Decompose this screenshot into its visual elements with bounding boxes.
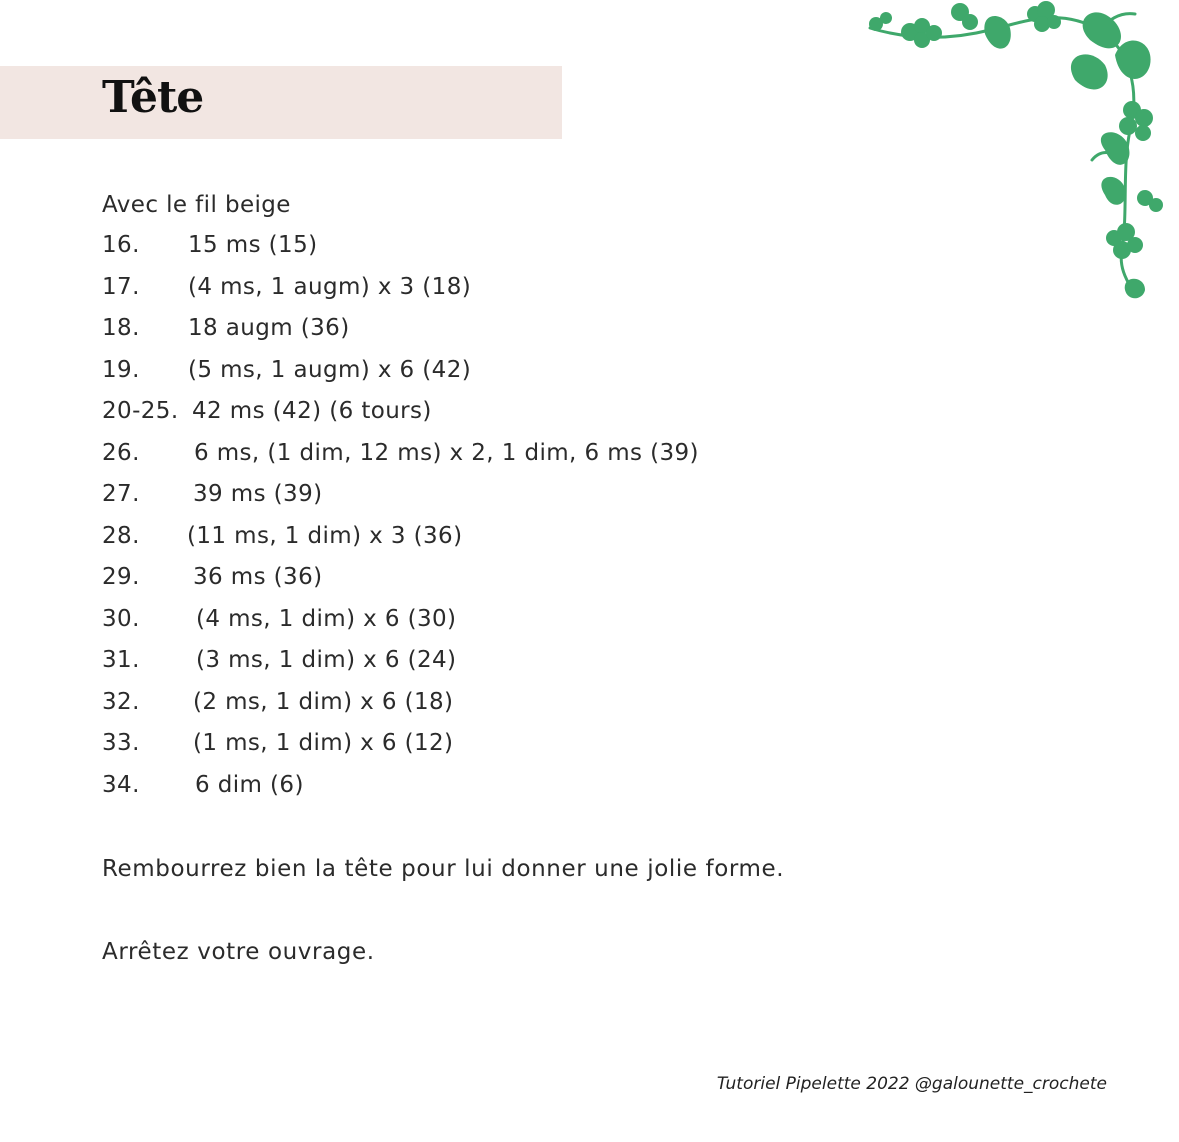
stuffing-note: Rembourrez bien la tête pour lui donner une jolie forme. <box>102 856 785 882</box>
row-number: 18. <box>102 315 140 341</box>
row-number: 32. <box>102 688 140 715</box>
row-number: 29. <box>102 564 140 590</box>
row-instruction: (2 ms, 1 dim) x 6 (18) <box>193 688 454 715</box>
finish-note: Arrêtez votre ouvrage. <box>102 939 375 965</box>
intro-text: Avec le fil beige <box>102 192 291 218</box>
row-instruction: 15 ms (15) <box>188 232 318 258</box>
row-instruction: (4 ms, 1 dim) x 6 (30) <box>196 605 457 632</box>
row-instruction: 42 ms (42) (6 tours) <box>192 398 432 424</box>
row-instruction: 39 ms (39) <box>193 481 323 507</box>
footer-credit: Tutoriel Pipelette 2022 @galounette_crochete <box>716 1074 1107 1094</box>
row-number: 26. <box>102 439 140 466</box>
row-instruction: (3 ms, 1 dim) x 6 (24) <box>196 647 457 673</box>
clover-vine-icon <box>860 0 1179 310</box>
row-number: 30. <box>102 605 140 632</box>
row-number: 33. <box>102 730 140 756</box>
title-band <box>0 66 562 139</box>
row-number: 28. <box>102 522 140 549</box>
row-number: 34. <box>102 771 140 798</box>
row-number: 31. <box>102 647 140 673</box>
row-instruction: 6 dim (6) <box>195 771 304 798</box>
row-instruction: 18 augm (36) <box>188 315 350 341</box>
row-instruction: (1 ms, 1 dim) x 6 (12) <box>193 730 454 756</box>
row-number: 17. <box>102 273 140 300</box>
row-instruction: 36 ms (36) <box>193 564 323 590</box>
row-number: 19. <box>102 356 140 383</box>
section-title: Tête <box>102 72 204 123</box>
row-instruction: 6 ms, (1 dim, 12 ms) x 2, 1 dim, 6 ms (39) <box>194 439 699 466</box>
row-instruction: (5 ms, 1 augm) x 6 (42) <box>188 356 472 383</box>
row-number: 27. <box>102 481 140 507</box>
row-number: 20-25. <box>102 398 179 424</box>
row-number: 16. <box>102 232 140 258</box>
row-instruction: (11 ms, 1 dim) x 3 (36) <box>187 522 463 549</box>
row-instruction: (4 ms, 1 augm) x 3 (18) <box>188 273 472 300</box>
